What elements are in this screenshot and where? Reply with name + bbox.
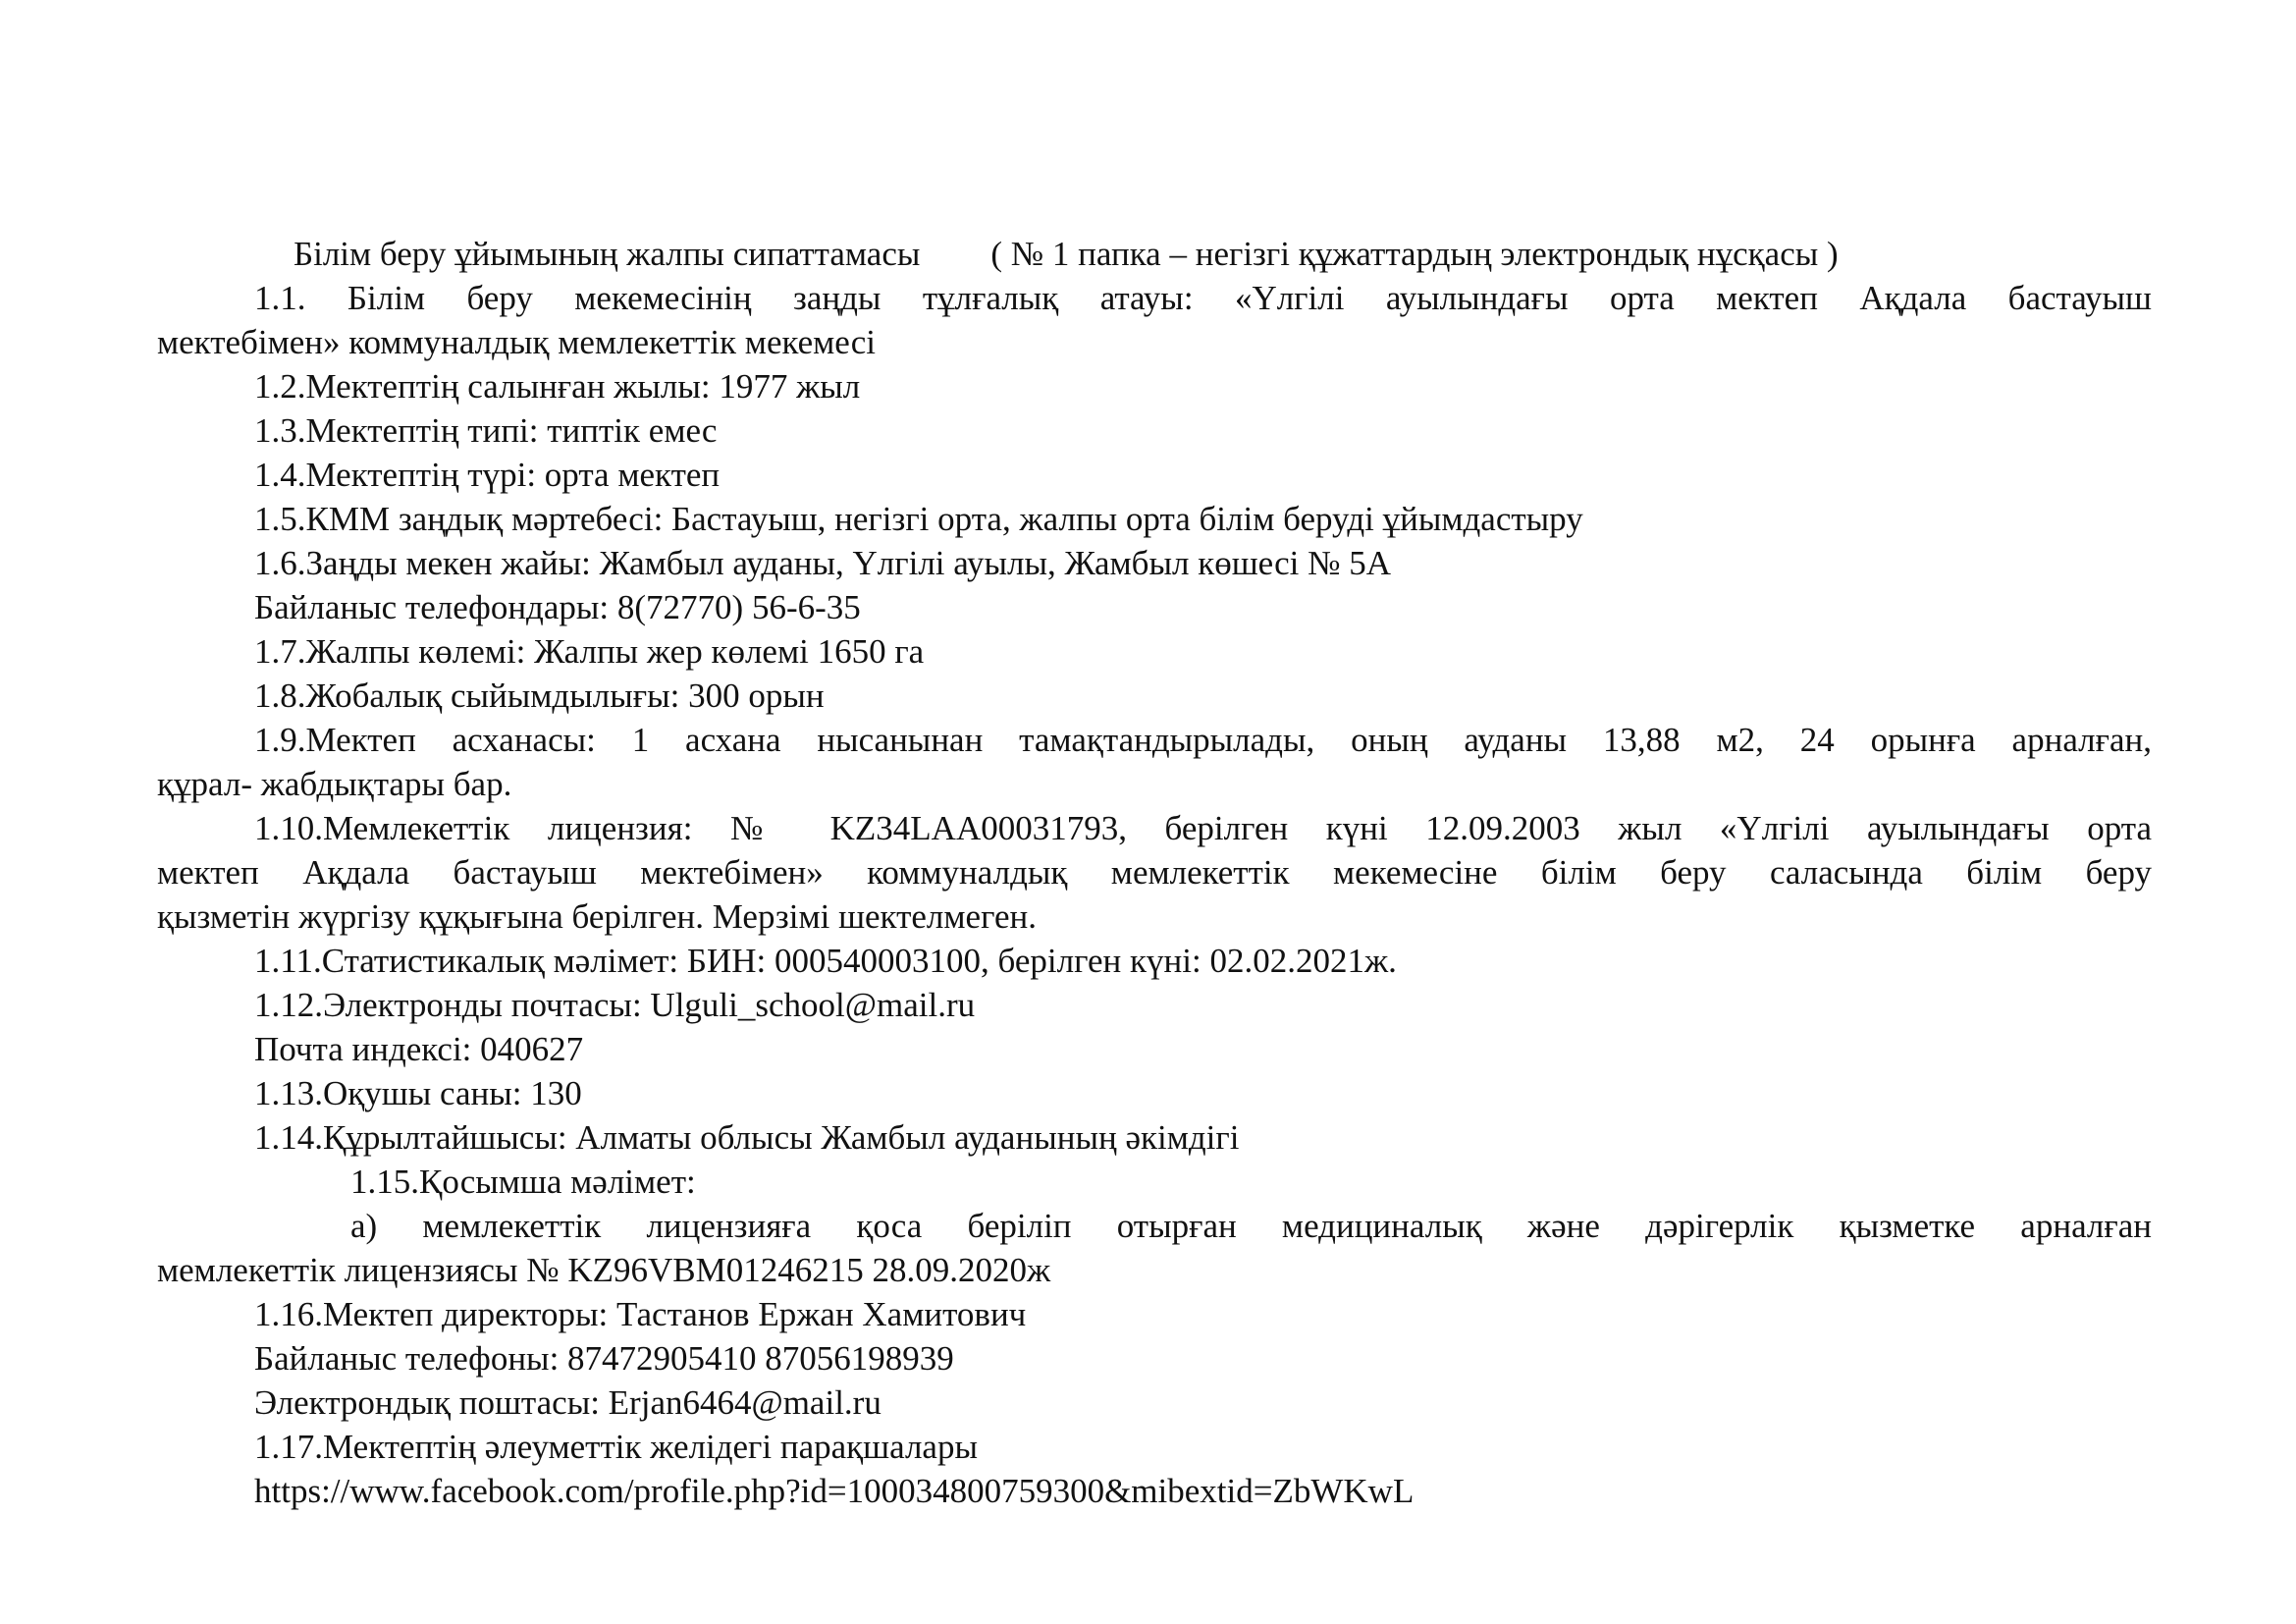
document-line: 1.5.КММ заңдық мәртебесі: Бастауыш, негізгі орта, жалпы орта білім беруді ұйымдастыру (254, 500, 1583, 538)
document-line: 1.9.Мектеп асханасы: 1 асхана нысанынан тамақтандырылады, оның ауданы 13,88 м2, 24 орынға арналған, (254, 721, 2152, 759)
document-content (157, 232, 2152, 1513)
document-line: мемлекеттік лицензиясы № KZ96VBM01246215 28.09.2020ж (157, 1251, 1051, 1289)
document-line: 1.8.Жобалық сыйымдылығы: 300 орын (254, 677, 825, 715)
document-line: мектебімен» коммуналдық мемлекеттік мекемесі (157, 323, 876, 361)
document-line: 1.15.Қосымша мәлімет: (350, 1163, 696, 1201)
document-line: 1.2.Мектептің салынған жылы: 1977 жыл (254, 367, 861, 406)
document-line: Электрондық поштасы: Erjan6464@mail.ru (254, 1383, 881, 1422)
document-line: 1.4.Мектептің түрі: орта мектеп (254, 456, 721, 494)
document-line: Почта индексі: 040627 (254, 1030, 584, 1068)
document-title: Білім беру ұйымының жалпы сипаттамасы (294, 235, 921, 273)
document-line: 1.6.Заңды мекен жайы: Жамбыл ауданы, Үлгілі ауылы, Жамбыл көшесі № 5А (254, 544, 1392, 582)
document-line: 1.13.Оқушы саны: 130 (254, 1074, 582, 1112)
document-line: 1.16.Мектеп директоры: Тастанов Ержан Хамитович (254, 1295, 1027, 1333)
document-line: 1.17.Мектептің әлеуметтік желідегі парақшалары (254, 1428, 978, 1466)
document-line: 1.12.Электронды почтасы: Ulguli_school@mail.ru (254, 986, 976, 1024)
document-line: Байланыс телефоны: 87472905410 87056198939 (254, 1339, 954, 1378)
document-body (157, 276, 2152, 1513)
document-line: 1.7.Жалпы көлемі: Жалпы жер көлемі 1650 га (254, 632, 925, 671)
document-line: а) мемлекеттік лицензияға қоса берiлiп отырған медициналық және дәрігерлік қызметке арналған (350, 1207, 2152, 1245)
document-line: мектеп Ақдала бастауыш мектебімен» коммуналдық мемлекеттік мекемесіне білім беру саласында білім беру (157, 853, 2152, 892)
document-line: 1.14.Құрылтайшысы: Алматы облысы Жамбыл ауданының әкімдігі (254, 1118, 1240, 1157)
document-title-row (157, 232, 2152, 276)
document-line: 1.10.Мемлекеттік лицензия: № KZ34LAA00031793, берілген күні 12.09.2003 жыл «Үлгілі ауылындағы орта (254, 809, 2152, 847)
document-line: 1.3.Мектептің типі: типтік емес (254, 411, 718, 450)
document-line: Байланыс телефондары: 8(72770) 56-6-35 (254, 588, 861, 626)
document-line: 1.11.Статистикалық мәлімет: БИН: 000540003100, берілген күні: 02.02.2021ж. (254, 942, 1397, 980)
document-line: қызметін жүргізу құқығына берілген. Мерзімі шектелмеген. (157, 897, 1037, 936)
document-line: https://www.facebook.com/profile.php?id=100034800759300&mibextid=ZbWKwL (254, 1472, 1415, 1510)
document-line: құрал- жабдықтары бар. (157, 765, 512, 803)
document-line: 1.1. Білім беру мекемесінің заңды тұлғалық атауы: «Үлгілі ауылындағы орта мектеп Ақдала бастауыш (254, 279, 2152, 317)
document-title-note: ( № 1 папка – негізгі құжаттардың электрондық нұсқасы ) (990, 235, 1839, 273)
